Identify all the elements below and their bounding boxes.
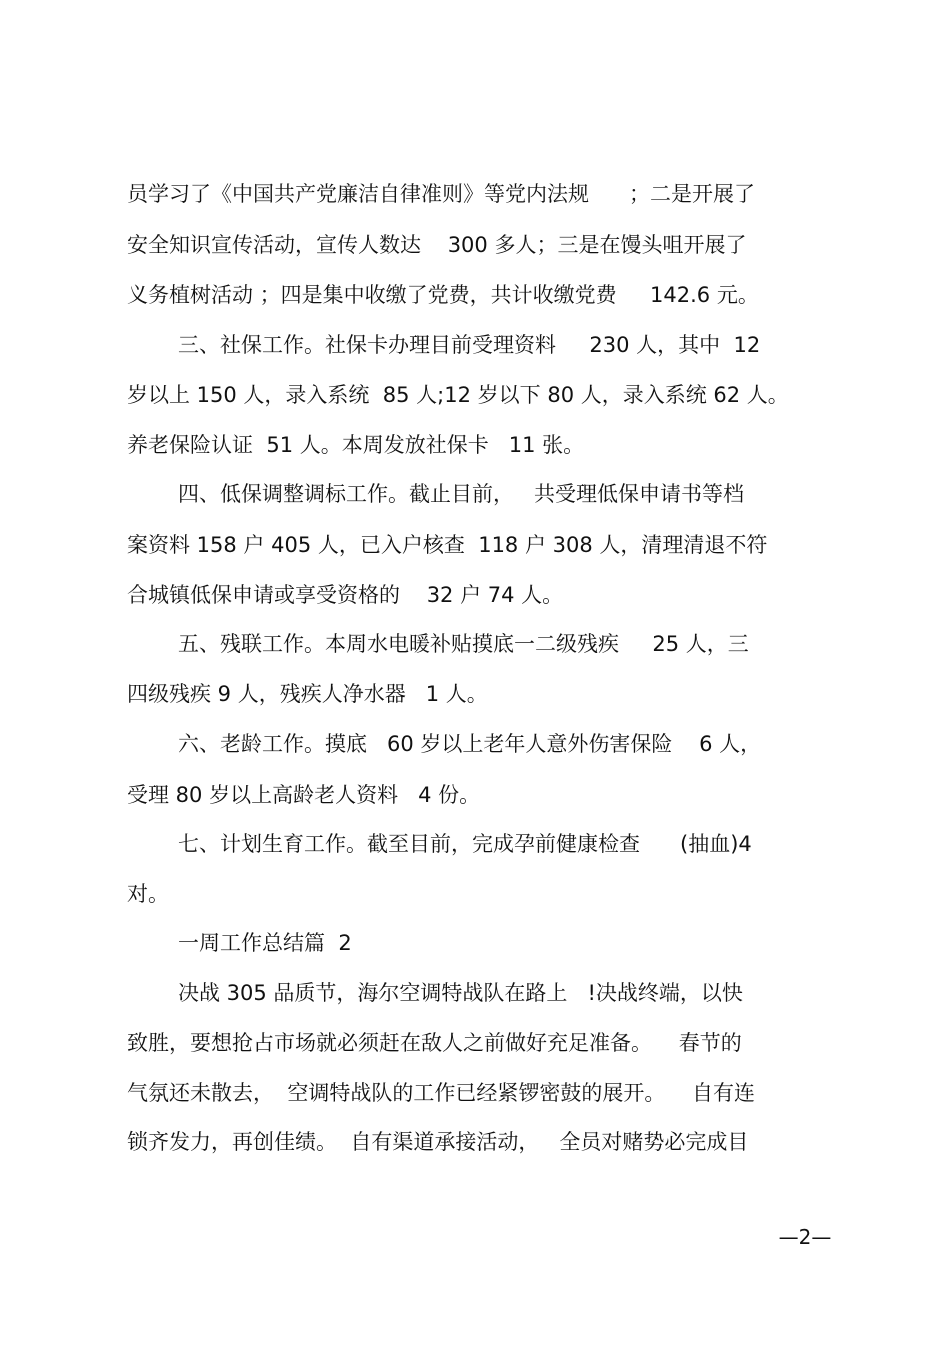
text-line: 义务植树活动 ；四是集中收缴了党费，共计收缴党费 142.6 元。 [127,283,759,307]
summary-title-line: 一周工作总结篇 2 [178,931,352,955]
text-line: 安全知识宣传活动，宣传人数达 300 多人；三是在馒头咀开展了 [127,233,747,257]
text-line: 合城镇低保申请或享受资格的 32 户 74 人。 [127,583,564,607]
text-line: 对。 [127,882,169,906]
section-seven-heading-line: 七、计划生育工作。截至目前，完成孕前健康检查 (抽血)4 [178,832,752,856]
section-four-heading-line: 四、低保调整调标工作。截止目前， 共受理低保申请书等档 [178,482,745,506]
text-line: 四级残疾 9 人，残疾人净水器 1 人。 [127,682,488,706]
section-five-heading-line: 五、残联工作。本周水电暖补贴摸底一二级残疾 25 人，三 [178,632,749,656]
text-line: 养老保险认证 51 人。本周发放社保卡 11 张。 [127,433,585,457]
text-line: 受理 80 岁以上高龄老人资料 4 份。 [127,783,481,807]
section-three-heading-line: 三、社保工作。社保卡办理目前受理资料 230 人，其中 12 [178,333,761,357]
text-line: 气氛还未散去， 空调特战队的工作已经紧锣密鼓的展开。 自有连 [127,1081,756,1105]
text-line: 锁齐发力，再创佳绩。 自有渠道承接活动， 全员对赌势必完成目 [127,1130,749,1154]
page-number: —2— [778,1225,832,1249]
text-line: 案资料 158 户 405 人，已入户核查 118 户 308 人，清理清退不符 [127,533,768,557]
text-line: 岁以上 150 人，录入系统 85 人;12 岁以下 80 人，录入系统 62 人。 [127,383,789,407]
text-line: 决战 305 品质节，海尔空调特战队在路上 !决战终端，以快 [178,981,743,1005]
section-six-heading-line: 六、老龄工作。摸底 60 岁以上老年人意外伤害保险 6 人， [178,732,762,756]
text-line: 致胜，要想抢占市场就必须赶在敌人之前做好充足准备。 春节的 [127,1031,742,1055]
text-line: 员学习了《中国共产党廉洁自律准则》等党内法规 ；二是开展了 [127,182,756,206]
